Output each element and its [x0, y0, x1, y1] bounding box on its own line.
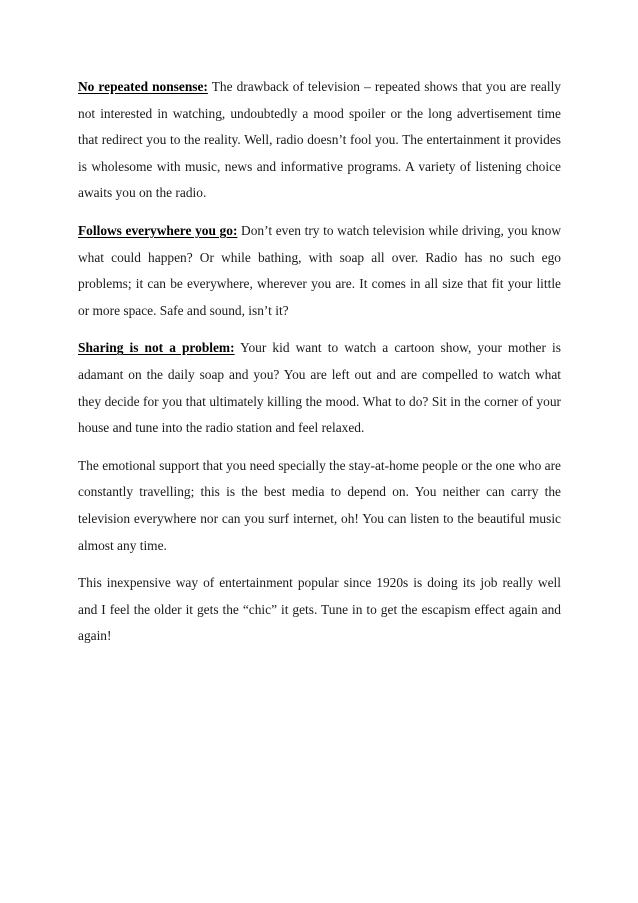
paragraph-heading: Follows everywhere you go:	[78, 222, 238, 238]
paragraph-no-repeated-nonsense	[78, 74, 561, 207]
paragraph-text: Your kid want to watch a cartoon show, your mother is adamant on the daily soap and you? You are left out and are compelled to watch what they decide for you that ultimately killing the mood. What to do? Sit in the corner of your house and tune into the radio station and feel relaxed.	[78, 340, 561, 436]
paragraph-sharing-not-a-problem	[78, 335, 561, 441]
paragraph-emotional-support	[78, 453, 561, 559]
paragraph-heading: Sharing is not a problem:	[78, 340, 235, 356]
paragraph-text: The emotional support that you need specially the stay-at-home people or the one who are constantly travelling; this is the best media to depend on. You neither can carry the television everywhere nor can you surf internet, oh! You can listen to the beautiful music almost any time.	[78, 457, 561, 553]
paragraph-inexpensive-entertainment	[78, 570, 561, 650]
paragraph-follows-everywhere	[78, 218, 561, 324]
paragraph-text: Don’t even try to watch television while driving, you know what could happen? Or while bathing, with soap all over. Radio has no such ego problems; it can be everywhere, wherever you are. It comes in all size that fit your little or more space. Safe and sound, isn’t it?	[78, 222, 561, 318]
paragraph-heading: No repeated nonsense:	[78, 79, 208, 94]
document-body	[78, 74, 561, 661]
paragraph-text: This inexpensive way of entertainment popular since 1920s is doing its job really well and I feel the older it gets the “chic” it gets. Tune in to get the escapism effect again and again!	[78, 575, 561, 644]
paragraph-text: The drawback of television – repeated shows that you are really not interested in watching, undoubtedly a mood spoiler or the long advertisement time that redirect you to the reality. Well, radio doesn’t fool you. The entertainment it provides is wholesome with music, news and informative programs. A variety of listening choice awaits you on the radio.	[78, 79, 561, 201]
